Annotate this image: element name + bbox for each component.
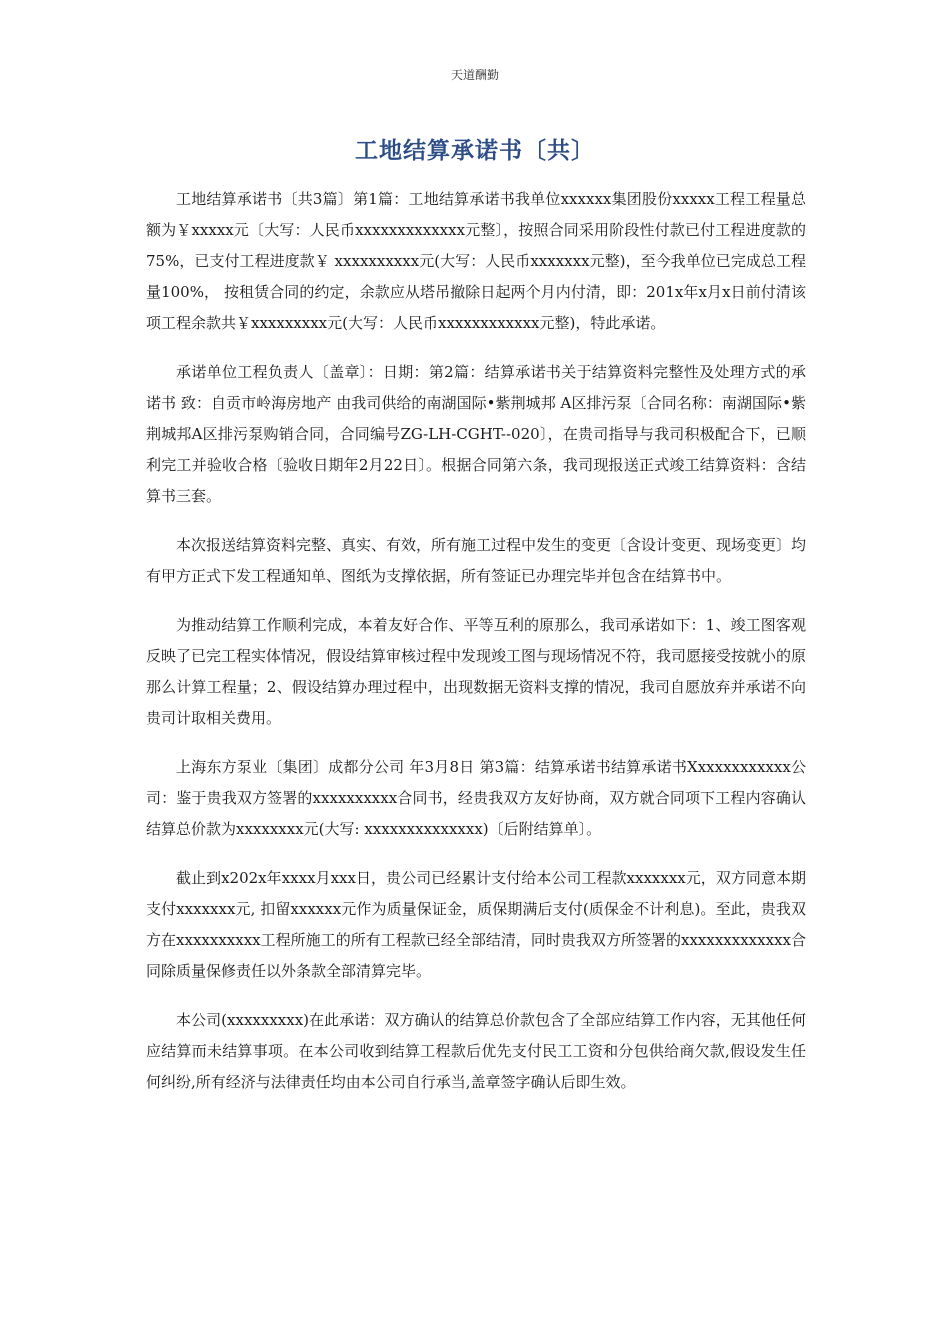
document-body [146, 184, 806, 1116]
paragraph-4: 为推动结算工作顺利完成，本着友好合作、平等互利的原那么，我司承诺如下：1、竣工图客观反映了已完工程实体情况，假设结算审核过程中发现竣工图与现场情况不符，我司愿接受按就小的原那么计算工程量；2、假设结算办理过程中，出现数据无资料支撑的情况，我司自愿放弃并承诺不向贵司计取相关费用。 [146, 616, 807, 727]
document-title: 工地结算承诺书〔共〕 [355, 138, 595, 164]
page-header: 天道酬勤 [450, 68, 499, 82]
paragraph-5: 上海东方泵业〔集团〕成都分公司 年3月8日 第3篇：结算承诺书结算承诺书Xxxxxxxxxxxx公司：鉴于贵我双方签署的xxxxxxxxxx合同书，经贵我双方友好协商，双方就合同项下工程内容确认结算总价款为xxxxxxxx元(大写: xxxxxxxxxxxxxx)〔后附结算单〕。 [146, 758, 806, 838]
paragraph-1: 工地结算承诺书〔共3篇〕第1篇：工地结算承诺书我单位xxxxxx集团股份xxxxx工程工程量总额为￥xxxxx元〔大写：人民币xxxxxxxxxxxxx元整〕，按照合同采用阶段性付款已付工程进度款的75%，已支付工程进度款￥ xxxxxxxxxx元(大写：人民币xxxxxxx元整)，至今我单位已完成总工程量100%， 按租赁合同的约定，余款应从塔吊撤除日起两个月内付清，即：201x年x月x日前付清该项工程余款共￥xxxxxxxxx元(大写：人民币xxxxxxxxxxxx元整)，特此承诺。 [146, 190, 806, 332]
paragraph-3: 本次报送结算资料完整、真实、有效，所有施工过程中发生的变更〔含设计变更、现场变更〕均有甲方正式下发工程通知单、图纸为支撑依据，所有签证已办理完毕并包含在结算书中。 [146, 536, 807, 585]
paragraph-6: 截止到x202x年xxxx月xxx日，贵公司已经累计支付给本公司工程款xxxxxxx元，双方同意本期支付xxxxxxx元, 扣留xxxxxx元作为质量保证金，质保期满后支付(质保金不计利息)。至此，贵我双方在xxxxxxxxxx工程所施工的所有工程款已经全部结清，同时贵我双方所签署的xxxxxxxxxxxxx合同除质量保修责任以外条款全部清算完毕。 [146, 869, 806, 980]
paragraph-2: 承诺单位工程负责人〔盖章〕：日期：第2篇：结算承诺书关于结算资料完整性及处理方式的承诺书 致：自贡市岭海房地产 由我司供给的南湖国际•紫荆城邦 A区排污泵〔合同名称：南湖国际•紫荆城邦A区排污泵购销合同，合同编号ZG-LH-CGHT--020〕，在贵司指导与我司积极配合下，已顺利完工并验收合格〔验收日期年2月22日〕。根据合同第六条，我司现报送正式竣工结算资料：含结算书三套。 [146, 363, 806, 505]
paragraph-7: 本公司(xxxxxxxxx)在此承诺：双方确认的结算总价款包含了全部应结算工作内容，无其他任何应结算而未结算事项。在本公司收到结算工程款后优先支付民工工资和分包供给商欠款,假设发生任何纠纷,所有经济与法律责任均由本公司自行承当,盖章签字确认后即生效。 [146, 1011, 806, 1091]
